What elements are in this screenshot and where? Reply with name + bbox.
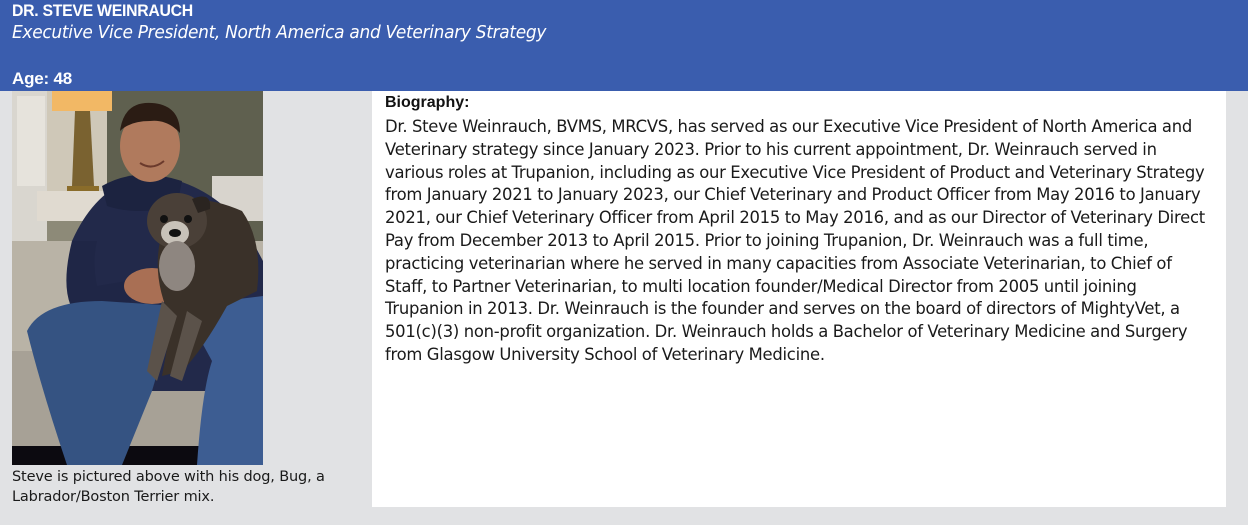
biography-text: Dr. Steve Weinrauch, BVMS, MRCVS, has served as our Executive Vice President of North America and Veterinary strategy since January 2023. Prior to his current appointment, Dr. Weinrauch served in various roles at Trupanion, including as our Executive Vice President of Product and Veterinary Strategy from January 2021 to January 2023, our Chief Veterinary and Product Officer from May 2016 to January 2021, our Chief Veterinary Officer from April 2015 to May 2016, and as our Director of Veterinary Direct Pay from December 2013 to April 2015. Prior to joining Trupanion, Dr. Weinrauch was a full time, practicing veterinarian where he served in many capacities from Associate Veterinarian, to Chief of Staff, to Partner Veterinarian, to multi location founder/Medical Director from 2005 until joining Trupanion in 2013. Dr. Weinrauch is the founder and serves on the board of directors of MightyVet, a 501(c)(3) non-profit organization. Dr. Weinrauch holds a Bachelor of Veterinary Medicine and Surgery from Glasgow University School of Veterinary Medicine. [385, 117, 1205, 364]
person-name: DR. STEVE WEINRAUCH [12, 1, 193, 20]
person-title: Executive Vice President, North America and Veterinary Strategy [12, 23, 547, 43]
photo-caption: Steve is pictured above with his dog, Bug, a Labrador/Boston Terrier mix. [12, 469, 325, 505]
profile-photo [12, 91, 263, 465]
biography-panel [372, 91, 1226, 507]
biography-heading: Biography: [385, 94, 470, 111]
person-age: Age: 48 [12, 69, 73, 88]
profile-header [0, 0, 1248, 91]
